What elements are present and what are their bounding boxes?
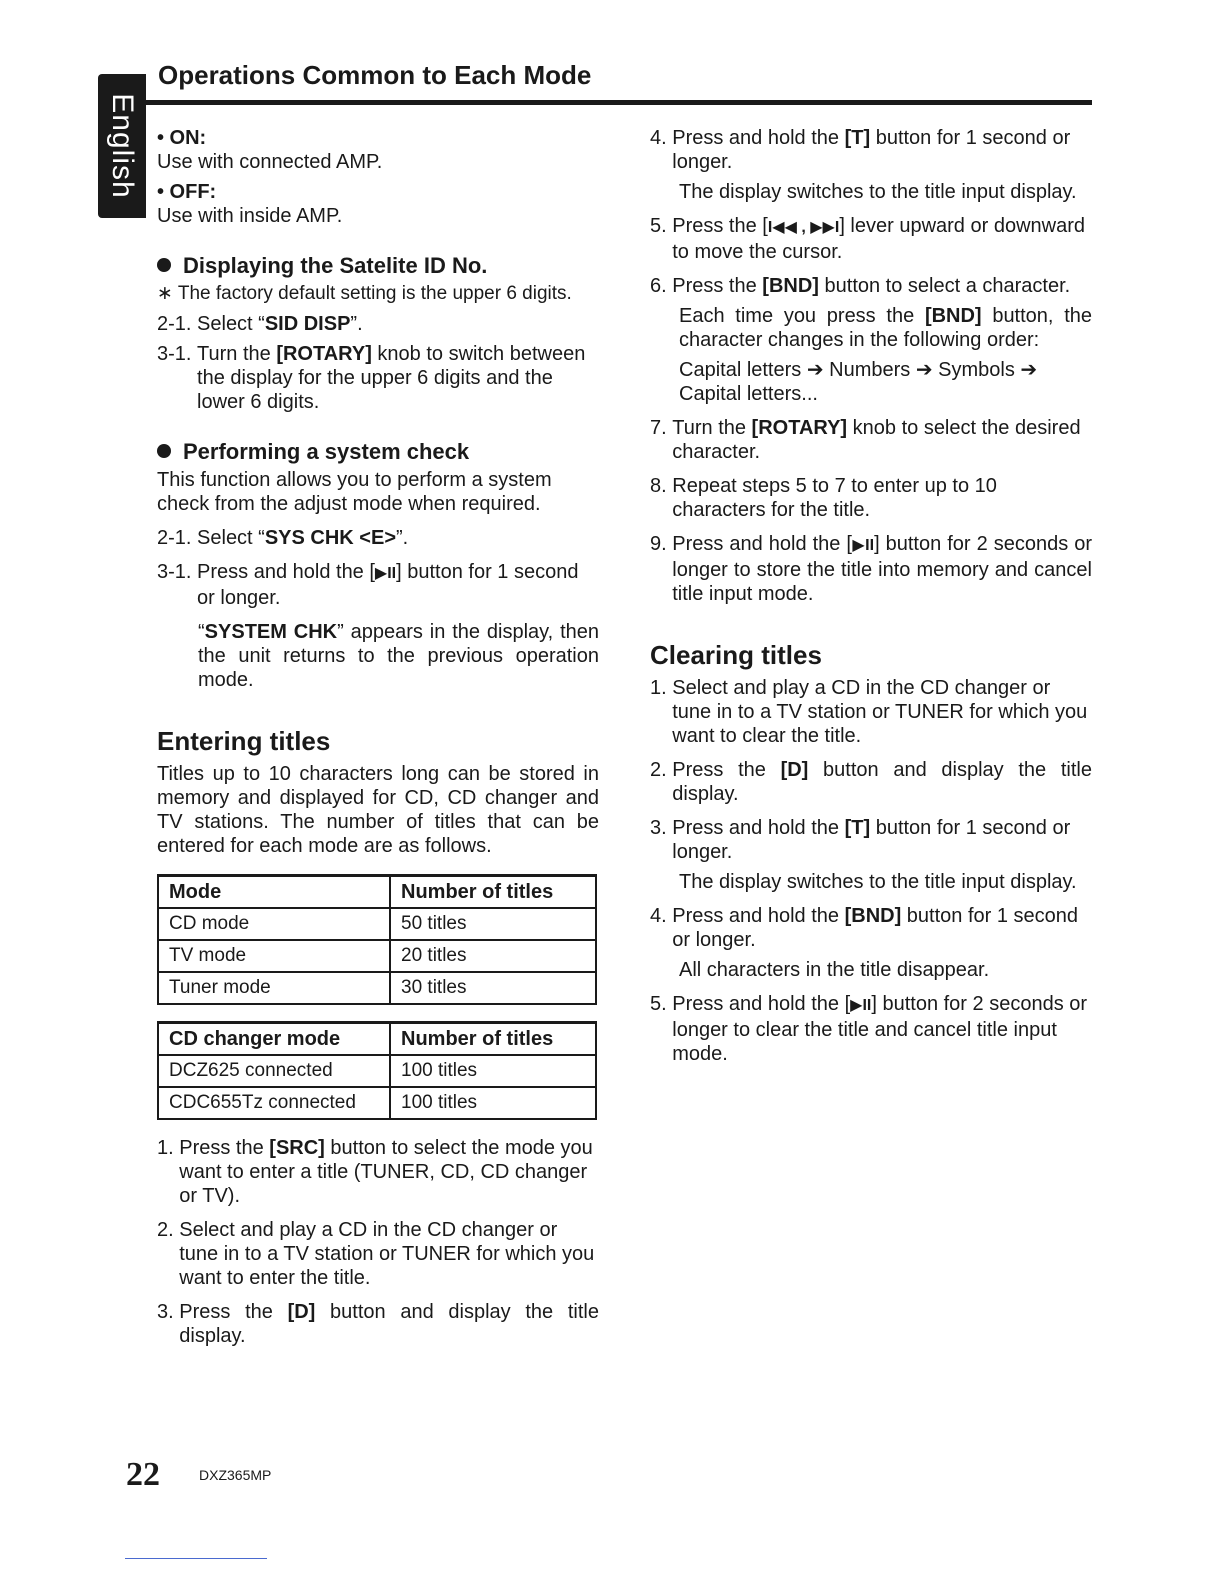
on-text: Use with connected AMP.: [157, 151, 383, 173]
satelite-heading: Displaying the Satelite ID No.: [157, 254, 599, 278]
clearing-step-3-note: The display switches to the title input display.: [679, 871, 1077, 893]
table-row: TV mode 20 titles: [158, 940, 596, 972]
cd-changer-table: [157, 1021, 597, 1120]
language-tab: [98, 74, 146, 218]
clearing-step-3: 3. Press and hold the [T] button for 1 second or longer.: [650, 817, 1071, 863]
entering-step-5: 5. Press the [I◀◀ , ▶▶I] lever upward or downward to move the cursor.: [650, 215, 1085, 263]
entering-step-1: 1. Press the [SRC] button to select the mode you want to enter a title (TUNER, CD, CD changer or TV).: [157, 1137, 593, 1207]
character-order: Capital letters ➔ Numbers ➔ Symbols ➔ Capital letters...: [679, 359, 1038, 405]
clearing-step-5: 5. Press and hold the [▶II] button for 2 seconds or longer to clear the title and cancel title input mode.: [650, 993, 1088, 1065]
entering-titles-intro: Titles up to 10 characters long can be stored in memory and displayed for CD, CD changer and TV stations. The number of titles that can be entered for each mode are as follows.: [157, 763, 599, 857]
system-check-step-2: 3-1. Press and hold the [▶II] button for 1 second or longer.: [157, 561, 579, 609]
bullet-icon: [157, 258, 171, 272]
entering-titles-heading: Entering titles: [157, 726, 331, 756]
entering-step-6-note: Each time you press the [BND] button, the character changes in the following order:: [679, 305, 1093, 351]
entering-step-2: 2. Select and play a CD in the CD changer or tune in to a TV station or TUNER for which you want to enter the title.: [157, 1219, 595, 1289]
language-tab-label: English: [106, 93, 139, 199]
entering-step-4: 4. Press and hold the [T] button for 1 second or longer.: [650, 127, 1071, 173]
page-title: Operations Common to Each Mode: [158, 60, 592, 90]
entering-step-3: 3. Press the [D] button and display the title display.: [157, 1301, 599, 1347]
system-check-result: “SYSTEM CHK” appears in the display, then the unit returns to the previous operation mode.: [198, 621, 600, 691]
table-row: CDC655Tz connected 100 titles: [158, 1087, 596, 1119]
bullet-icon: [157, 444, 171, 458]
page-number: 22: [126, 1456, 160, 1493]
satelite-step-1: 2-1. Select “SID DISP”.: [157, 313, 363, 335]
off-label: • OFF:: [157, 181, 217, 203]
table-row: CD mode 50 titles: [158, 908, 596, 940]
right-column: [650, 126, 1092, 1066]
mode-table: [157, 874, 597, 1005]
clearing-step-4: 4. Press and hold the [BND] button for 1 second or longer.: [650, 905, 1079, 951]
clearing-step-2: 2. Press the [D] button and display the title display.: [650, 759, 1092, 805]
table-header: Mode: [158, 876, 390, 909]
table-header: Number of titles: [390, 1023, 596, 1056]
model-number: DXZ365MP: [199, 1467, 272, 1483]
system-check-step-1: 2-1. Select “SYS CHK <E>”.: [157, 527, 409, 549]
play-pause-icon: ▶II: [374, 565, 397, 582]
bottom-rule: [125, 1558, 267, 1559]
system-check-intro: This function allows you to perform a system check from the adjust mode when required.: [157, 469, 552, 515]
clearing-step-1: 1. Select and play a CD in the CD changer or tune in to a TV station or TUNER for which you want to clear the title.: [650, 677, 1088, 747]
skip-lever-icon: I◀◀ , ▶▶I: [767, 219, 840, 236]
table-row: Tuner mode 30 titles: [158, 972, 596, 1004]
table-header: CD changer mode: [158, 1023, 390, 1056]
title-rule: [146, 100, 1092, 105]
clearing-step-4-note: All characters in the title disappear.: [679, 959, 990, 981]
system-check-heading: Performing a system check: [157, 440, 599, 464]
clearing-titles-heading: Clearing titles: [650, 640, 822, 670]
entering-step-9: 9. Press and hold the [▶II] button for 2 seconds or longer to store the title into memory and cancel title input mode.: [650, 533, 1093, 605]
table-header: Number of titles: [390, 876, 596, 909]
play-pause-icon: ▶II: [850, 997, 872, 1014]
entering-step-6: 6. Press the [BND] button to select a character.: [650, 275, 1071, 297]
entering-step-4-note: The display switches to the title input display.: [679, 181, 1077, 203]
entering-step-7: 7. Turn the [ROTARY] knob to select the desired character.: [650, 417, 1081, 463]
on-label: • ON:: [157, 127, 207, 149]
satelite-step-2: 3-1. Turn the [ROTARY] knob to switch between the display for the upper 6 digits and the lower 6 digits.: [157, 343, 586, 413]
play-pause-icon: ▶II: [851, 537, 875, 554]
left-column: [157, 120, 599, 1348]
off-text: Use with inside AMP.: [157, 205, 343, 227]
table-row: DCZ625 connected 100 titles: [158, 1055, 596, 1087]
satelite-note: ∗ The factory default setting is the upper 6 digits.: [157, 283, 572, 304]
entering-step-8: 8. Repeat steps 5 to 7 to enter up to 10 characters for the title.: [650, 475, 997, 521]
